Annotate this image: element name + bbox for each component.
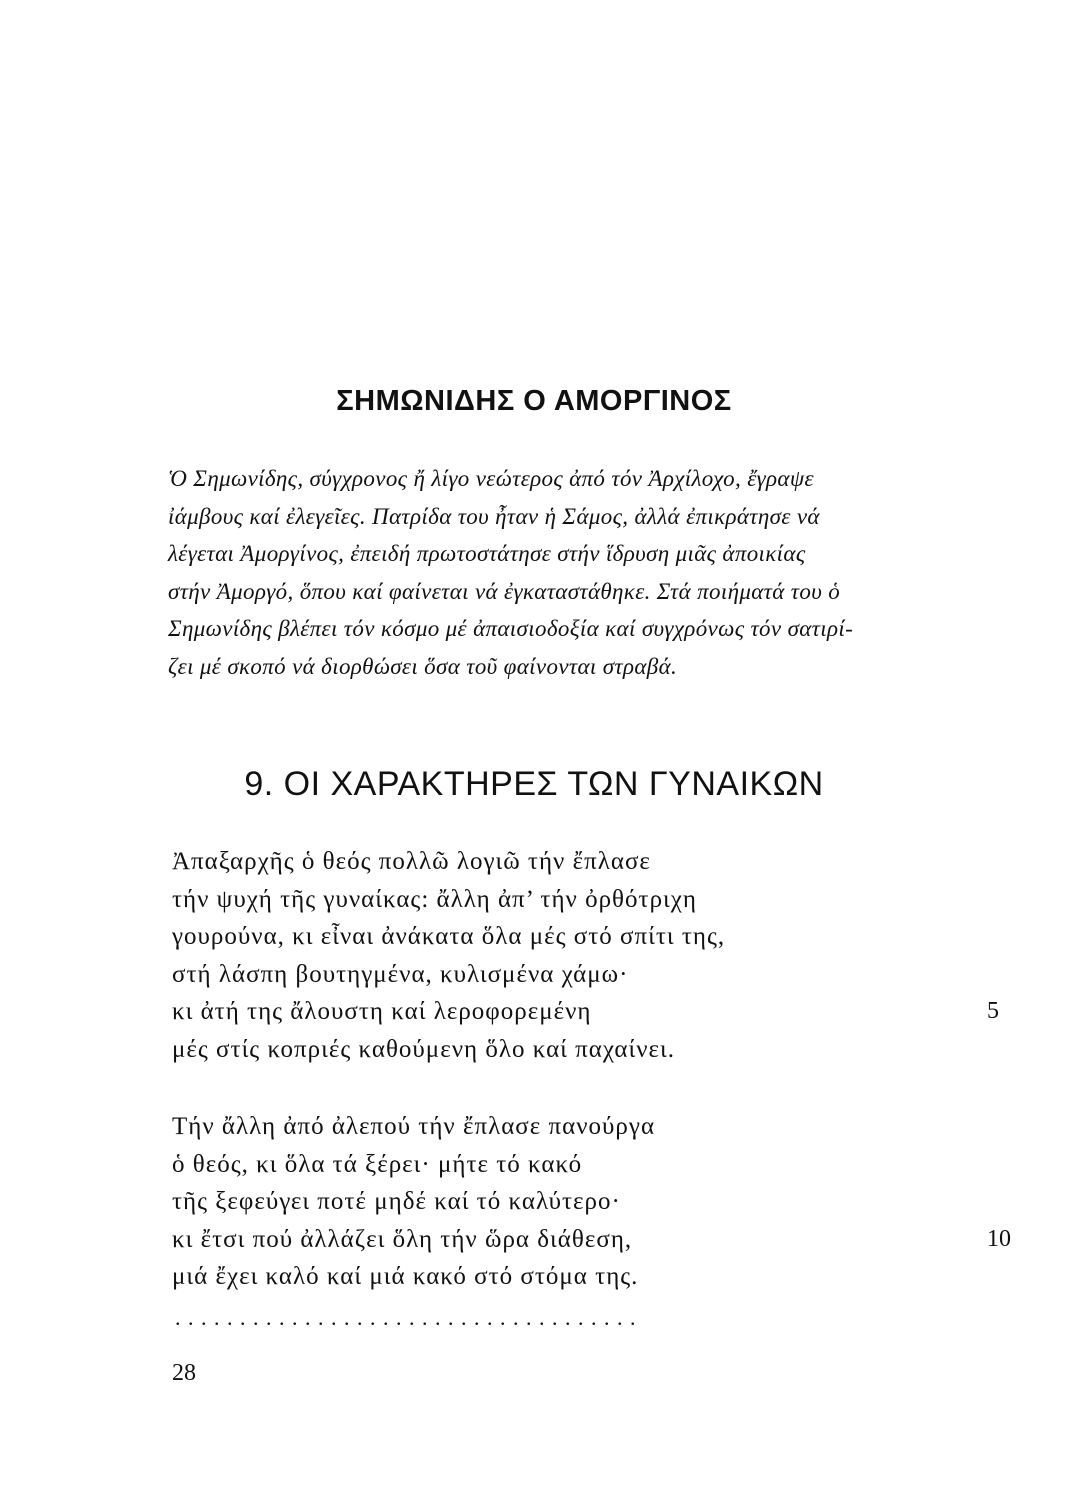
verse-line: Ἀπαξαρχῆς ὁ θεός πολλῶ λογιῶ τήν ἔπλασε	[172, 848, 651, 875]
verse-line: στή λάσπη βουτηγμένα, κυλισμένα χάμω·	[172, 960, 629, 988]
intro-line: λέγεται Ἀμοργίνος, ἐπειδή πρωτοστάτησε στήν ἵδρυση μιᾶς ἀποικίας	[168, 541, 806, 567]
verse-row	[172, 1183, 1012, 1221]
intro-line: Ὁ Σημωνίδης, σύγχρονος ἤ λίγο νεώτερος ἀπό τόν Ἀρχίλοχο, ἔγραψε	[168, 466, 814, 491]
verse-line: μιά ἔχει καλό καί μιά κακό στό στόμα της.	[172, 1263, 639, 1290]
verse-line: μές στίς κοπριές καθούμενη ὅλο καί παχαίνει.	[172, 1035, 676, 1063]
verse-row	[172, 881, 1012, 919]
verse-row	[172, 956, 1012, 994]
author-heading: ΣΗΜΩΝΙΔΗΣ Ο ΑΜΟΡΓΙΝΟΣ	[336, 385, 732, 417]
verse-line: κι ἔτσι πού ἀλλάζει ὅλη τήν ὥρα διάθεση,	[172, 1225, 633, 1253]
line-number: 5	[987, 998, 999, 1024]
verse-line: τῆς ξεφεύγει ποτέ μηδέ καί τό καλύτερο·	[172, 1188, 621, 1215]
verse-row	[172, 1031, 1012, 1069]
verse-row	[172, 993, 1012, 1031]
intro-line: Σημωνίδης βλέπει τόν κόσμο μέ ἀπαισιοδοξία καί συγχρόνως τόν σατιρί-	[168, 616, 854, 642]
line-number: 10	[987, 1225, 1011, 1252]
stanza-1	[172, 843, 1012, 1068]
omission-dots: ....................................	[175, 1305, 643, 1330]
poem-title: 9. ΟΙ ΧΑΡΑΚΤΗΡΕΣ ΤΩΝ ΓΥΝΑΙΚΩΝ	[244, 765, 824, 803]
verse-line: ὁ θεός, κι ὅλα τά ξέρει· μήτε τό κακό	[172, 1150, 583, 1178]
verse-line: γουρούνα, κι εἶναι ἀνάκατα ὅλα μές στό σπίτι της,	[172, 923, 726, 950]
intro-line: στήν Ἀμοργό, ὅπου καί φαίνεται νά ἐγκαταστάθηκε. Στά ποιήματά του ὁ	[168, 578, 841, 604]
verse-row	[172, 1108, 1012, 1146]
intro-line: ἰάμβους καί ἐλεγεῖες. Πατρίδα του ἦταν ἡ Σάμος, ἀλλά ἐπικράτησε νά	[168, 503, 820, 529]
verse-row	[172, 1258, 1012, 1296]
verse-line: τήν ψυχή τῆς γυναίκας: ἄλλη ἀπ’ τήν ὀρθότριχη	[172, 885, 697, 913]
verse-row	[172, 1146, 1012, 1184]
intro-line: ζει μέ σκοπό νά διορθώσει ὅσα τοῦ φαίνονται στραβά.	[168, 653, 678, 679]
verse-row	[172, 918, 1012, 956]
page-number: 28	[172, 1360, 196, 1386]
verse-line: Τήν ἄλλη ἀπό ἀλεπού τήν ἔπλασε πανούργα	[172, 1113, 656, 1140]
verse-line: κι ἀτή της ἄλουστη καί λεροφορεμένη	[172, 998, 592, 1025]
stanza-2	[172, 1108, 1012, 1296]
verse-row	[172, 843, 1012, 881]
verse-row	[172, 1221, 1012, 1259]
intro-paragraph	[168, 460, 1008, 686]
